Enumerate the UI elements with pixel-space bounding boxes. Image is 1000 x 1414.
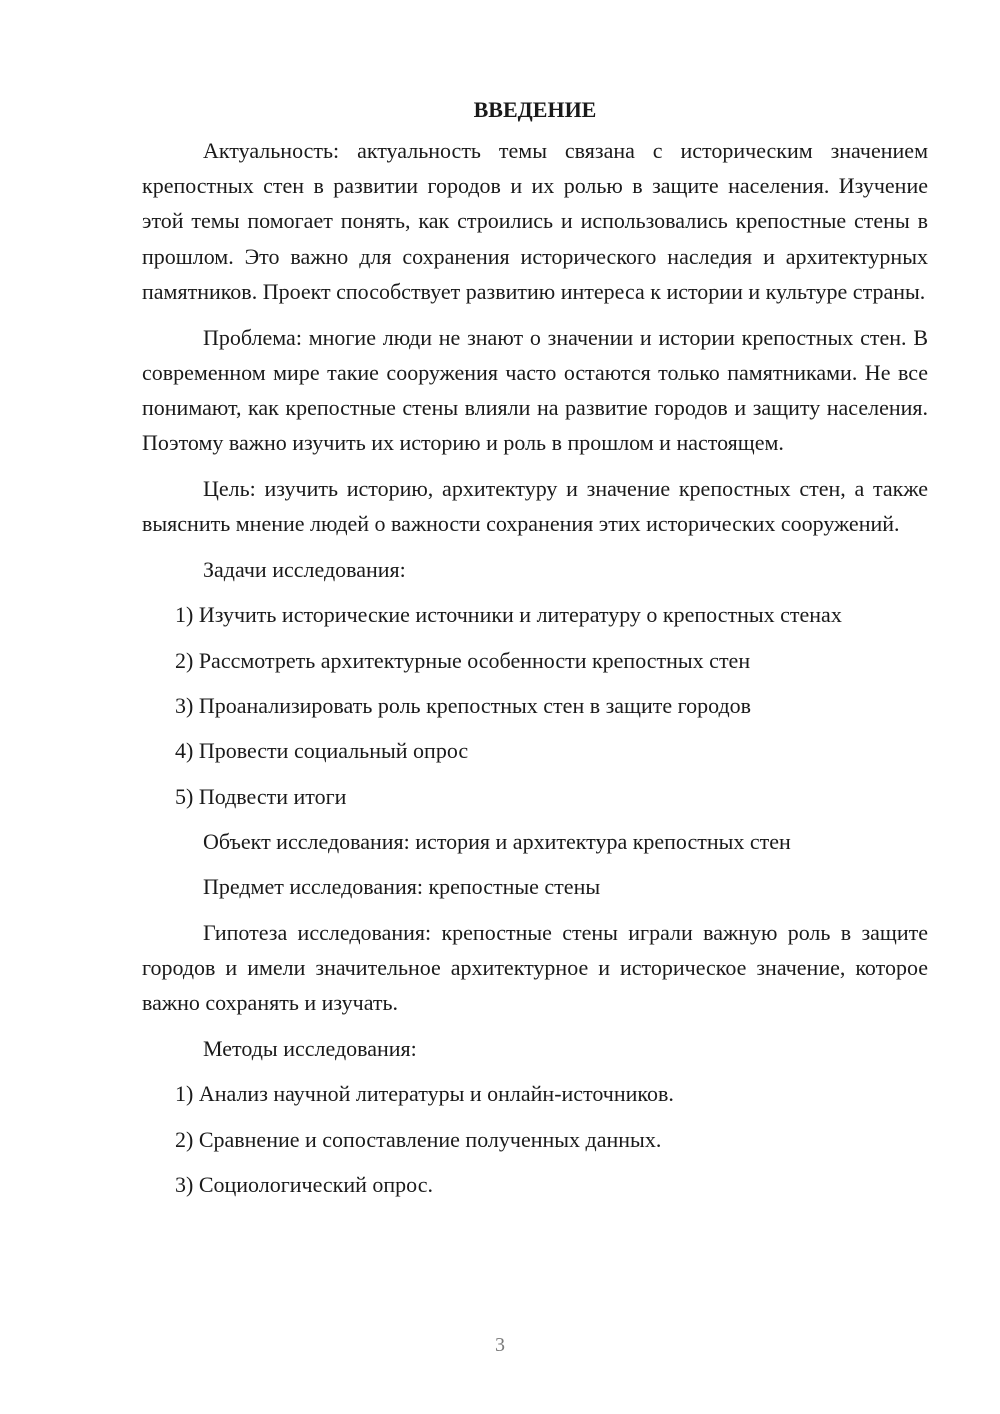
task-item: 4) Провести социальный опрос xyxy=(175,738,469,764)
hypothesis-paragraph: Гипотеза исследования: крепостные стены играли важную роль в защите городов и имели значительное архитектурное и историческое значение, которое важно сохранять и изучать. xyxy=(142,919,928,1016)
task-item: 1) Изучить исторические источники и литературу о крепостных стенах xyxy=(175,602,842,628)
research-subject: Предмет исследования: крепостные стены xyxy=(203,874,601,900)
task-item: 3) Проанализировать роль крепостных стен в защите городов xyxy=(175,692,752,718)
relevance-paragraph: Актуальность: актуальность темы связана с историческим значением крепостных стен в развитии городов и их ролью в защите населения. Изучение этой темы помогает понять, как строились и использовались крепостные стены в прошлом. Это важно для сохранения исторического наследия и архитектурных памятников. Проект способствует развитию интереса к истории и культуре страны. xyxy=(142,138,928,304)
goal-paragraph: Цель: изучить историю, архитектуру и значение крепостных стен, а также выяснить мнение людей о важности сохранения этих исторических сооружений. xyxy=(142,475,928,537)
document-page xyxy=(142,92,928,1213)
methods-heading: Методы исследования: xyxy=(203,1035,417,1061)
research-object: Объект исследования: история и архитектура крепостных стен xyxy=(203,829,791,855)
method-item: 3) Социологический опрос. xyxy=(175,1172,433,1198)
task-item: 2) Рассмотреть архитектурные особенности крепостных стен xyxy=(175,647,751,673)
tasks-heading: Задачи исследования: xyxy=(203,556,406,582)
method-item: 2) Сравнение и сопоставление полученных данных. xyxy=(175,1126,662,1152)
method-item: 1) Анализ научной литературы и онлайн-источников. xyxy=(175,1081,674,1107)
task-item: 5) Подвести итоги xyxy=(175,783,347,809)
page-number: 3 xyxy=(495,1334,505,1356)
document-title: ВВЕДЕНИЕ xyxy=(473,97,597,122)
problem-paragraph: Проблема: многие люди не знают о значении и истории крепостных стен. В современном мире такие сооружения часто остаются только памятниками. Не все понимают, как крепостные стены влияли на развитие городов и защиту населения. Поэтому важно изучить их историю и роль в прошлом и настоящем. xyxy=(142,324,928,456)
